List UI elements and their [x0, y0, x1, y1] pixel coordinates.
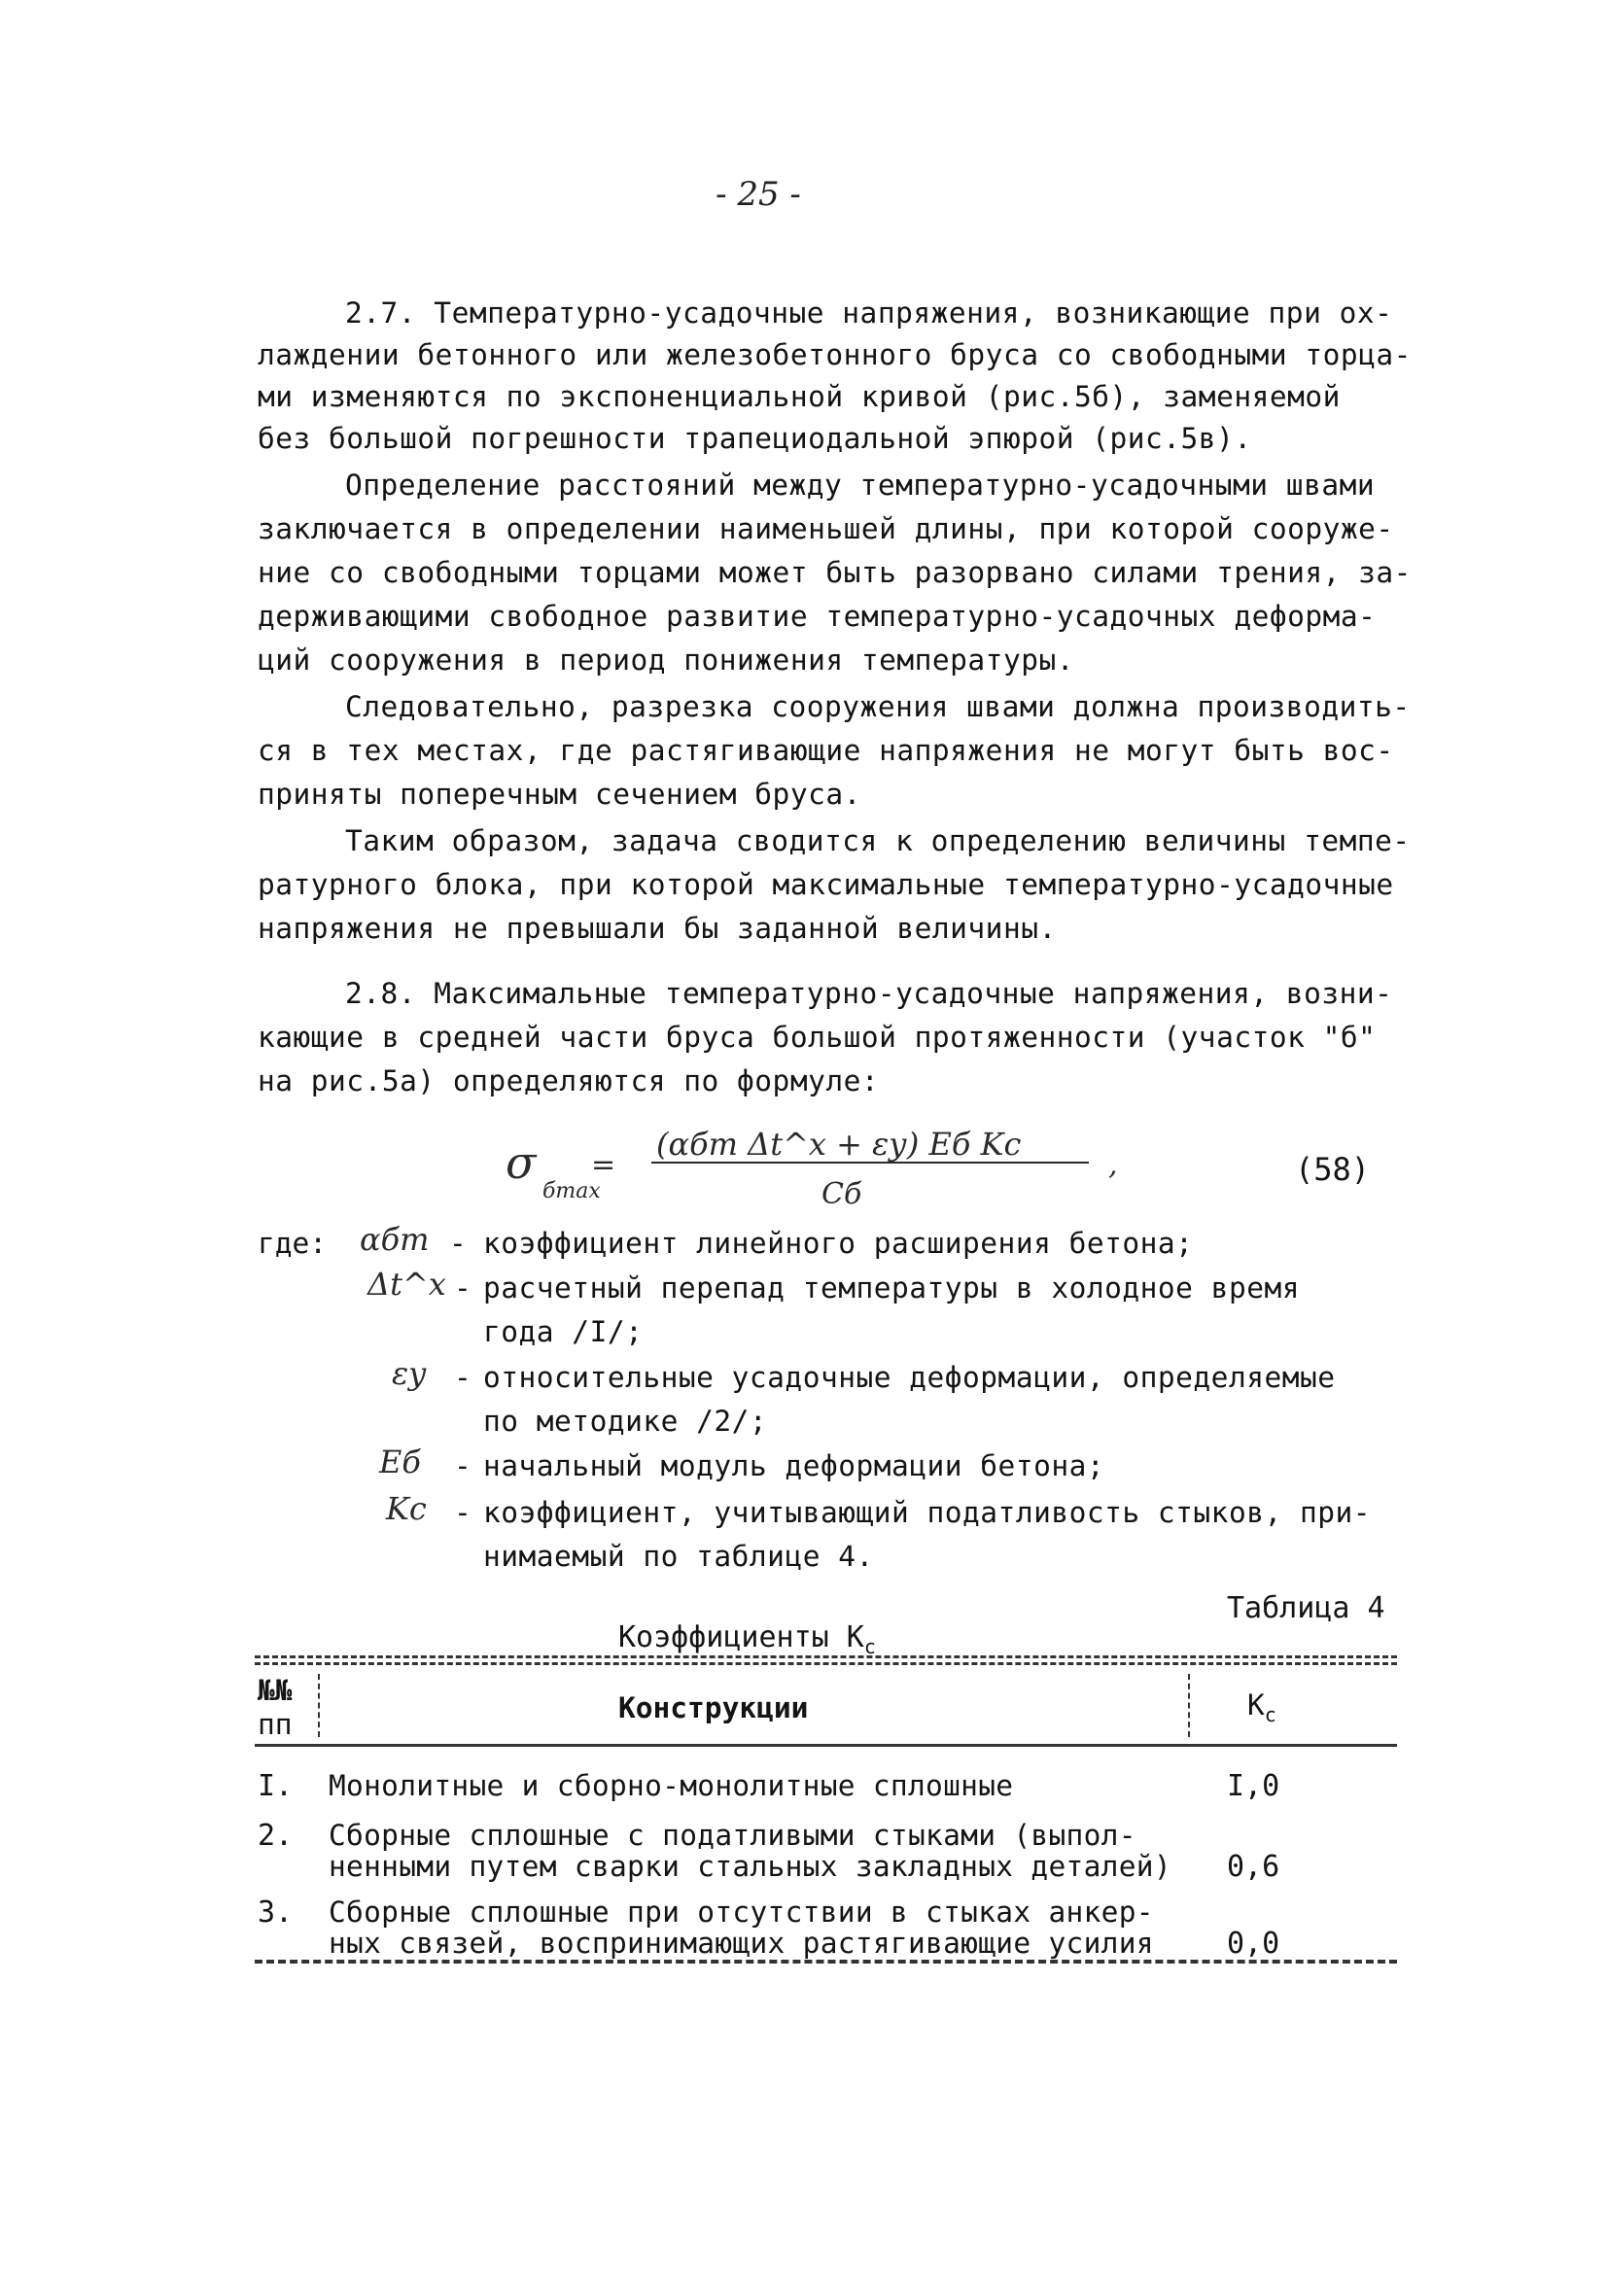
- definition-dash: -: [454, 1449, 472, 1482]
- paragraph-line: Таким образом, задача сводится к определению величины темпе-: [345, 824, 1411, 857]
- formula-equals: =: [591, 1148, 616, 1182]
- formula-denominator: Cб: [821, 1177, 862, 1211]
- definition-text: коэффициент линейного расширения бетона;: [483, 1227, 1194, 1260]
- paragraph-line: кающие в средней части бруса большой протяженности (участок "б": [258, 1021, 1377, 1054]
- paragraph-line: без большой погрешности трапециодальной эпюрой (рис.5в).: [258, 422, 1252, 455]
- header-separator: [318, 1674, 320, 1737]
- definition-text: нимаемый по таблице 4.: [483, 1540, 874, 1573]
- formula-numerator: (αбт Δt^x + εу) Eб Kc: [656, 1126, 1022, 1163]
- definition-dash: -: [454, 1361, 472, 1394]
- table-label: Таблица 4: [1227, 1591, 1385, 1625]
- symbol-alpha: αбт: [360, 1221, 430, 1258]
- paragraph-line: ние со свободными торцами может быть разорвано силами трения, за-: [258, 556, 1412, 589]
- equation-number: (58): [1295, 1151, 1371, 1188]
- formula-comma: ,: [1108, 1148, 1118, 1182]
- paragraph-line: 2.8. Максимальные температурно-усадочные напряжения, возни-: [345, 977, 1393, 1010]
- paragraph-line: ций сооружения в период понижения температуры.: [258, 644, 1074, 677]
- header-construction: Конструкции: [618, 1691, 809, 1724]
- row-text: Сборные сплошные с податливыми стыками (выпол-: [329, 1819, 1136, 1852]
- header-number: №№: [258, 1674, 293, 1707]
- paragraph-line: держивающими свободное развитие температурно-усадочных деформа-: [258, 600, 1377, 633]
- definition-text: года /I/;: [483, 1315, 644, 1348]
- table-caption: Коэффициенты $К_с$: [618, 1620, 876, 1658]
- table-top-rule: [255, 1655, 1397, 1665]
- row-number: I.: [258, 1769, 294, 1803]
- symbol-delta-t: Δt^x: [367, 1266, 446, 1303]
- paragraph-line: 2.7. Температурно-усадочные напряжения, возникающие при ох-: [345, 296, 1393, 330]
- row-text: ненными путем сварки стальных закладных деталей): [329, 1850, 1171, 1883]
- row-text: Сборные сплошные при отсутствии в стыках анкер-: [329, 1896, 1154, 1929]
- definition-text: относительные усадочные деформации, определяемые: [483, 1361, 1336, 1394]
- paragraph-line: ратурного блока, при которой максимальные температурно-усадочные: [258, 868, 1394, 901]
- paragraph-line: на рис.5а) определяются по формуле:: [258, 1064, 880, 1097]
- paragraph-line: Определение расстояний между температурно-усадочными швами: [345, 469, 1376, 502]
- definition-dash: -: [454, 1271, 472, 1305]
- definition-dash: -: [454, 1496, 472, 1529]
- definition-dash: -: [449, 1227, 467, 1260]
- table-bottom-rule: [255, 1960, 1397, 1964]
- symbol-epsilon: εу: [392, 1355, 427, 1392]
- formula-lhs-sub: бmax: [542, 1179, 601, 1203]
- header-separator: [1188, 1674, 1190, 1737]
- row-text: ных связей, воспринимающих растягивающие усилия: [329, 1927, 1154, 1960]
- row-value: I,0: [1227, 1769, 1280, 1803]
- header-number-2: пп: [258, 1708, 293, 1741]
- definition-text: коэффициент, учитывающий податливость стыков, при-: [483, 1496, 1372, 1529]
- paragraph-line: ся в тех местах, где растягивающие напряжения не могут быть вос-: [258, 734, 1394, 767]
- paragraph-line: лаждении бетонного или железобетонного бруса со свободными торца-: [258, 338, 1412, 371]
- row-number: 2.: [258, 1819, 294, 1853]
- formula-58: [486, 1098, 1186, 1225]
- formula-lhs-sigma: σ: [506, 1136, 537, 1189]
- paragraph-line: напряжения не превышали бы заданной величины.: [258, 912, 1057, 945]
- where-label: где:: [258, 1227, 328, 1260]
- page-number: - 25 -: [716, 175, 801, 214]
- paragraph-line: ми изменяются по экспоненциальной кривой (рис.5б), заменяемой: [258, 380, 1341, 413]
- paragraph-line: Следовательно, разрезка сооружения швами должна производить-: [345, 690, 1411, 723]
- definition-text: расчетный перепад температуры в холодное время: [483, 1271, 1300, 1305]
- symbol-kc: Kc: [386, 1490, 427, 1527]
- row-number: 3.: [258, 1896, 294, 1930]
- row-value: 0,0: [1227, 1927, 1280, 1961]
- paragraph-line: заключается в определении наименьшей длины, при которой сооруже-: [258, 512, 1394, 545]
- definition-text: начальный модуль деформации бетона;: [483, 1449, 1105, 1482]
- table-header-rule: [255, 1744, 1397, 1747]
- paragraph-line: приняты поперечным сечением бруса.: [258, 778, 861, 811]
- definition-text: по методике /2/;: [483, 1405, 768, 1438]
- symbol-modulus: Eб: [379, 1444, 421, 1480]
- row-text: Монолитные и сборно-монолитные сплошные: [329, 1769, 1014, 1802]
- header-k: $К_с$: [1247, 1688, 1276, 1726]
- row-value: 0,6: [1227, 1850, 1280, 1884]
